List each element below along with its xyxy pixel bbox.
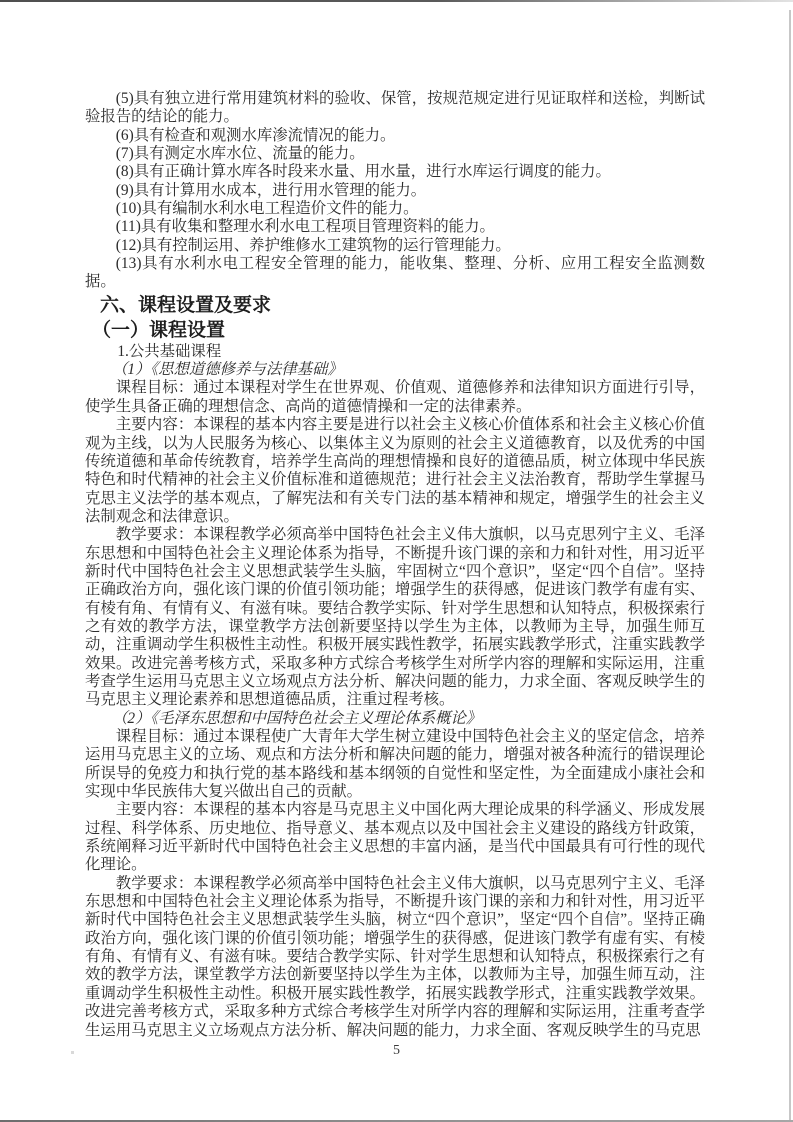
list-item-11: (11)具有收集和整理水利水电工程项目管理资料的能力。: [115, 218, 495, 236]
list-item-7: (7)具有测定水库水位、流量的能力。: [115, 145, 365, 163]
paragraph-main-content-1: 主要内容：本课程的基本内容主要是进行以社会主义核心价值体系和社会主义核心价值观为主线，以为人民服务为核心、以集体主义为原则的社会主义道德教育，以及优秀的中国传统道德和革命传统教育，培养学生高尚的理想情操和良好的道德品质，树立体现中华民族特色和时代精神的社会主义价值标准和道德规范；进行社会主义法治教育，帮助学生掌握马克思主义法学的基本观点，了解宪法和有关专门法的基本精神和规定，增强学生的社会主义法制观念和法律意识。: [85, 416, 705, 525]
list-item-5: (5)具有独立进行常用建筑材料的验收、保管，按规范规定进行见证取样和送检，判断试验报告的结论的能力。: [85, 90, 705, 126]
paragraph-teaching-requirement-2: 教学要求：本课程教学必须高举中国特色社会主义伟大旗帜，以马克思列宁主义、毛泽东思想和中国特色社会主义理论体系为指导，不断提升该门课的亲和力和针对性，用习近平新时代中国特色社会主义思想武装学生头脑，树立“四个意识”，坚定“四个自信”。坚持正确政治方向，强化该门课的价值引领功能；增强学生的获得感，促进该门教学有虚有实、有棱有角、有情有义、有滋有味。要结合教学实际、针对学生思想和认知特点，积极探索行之有效的教学方法，课堂教学方法创新要坚持以学生为主体，以教师为主导，加强生师互动，注重调动学生积极性主动性。积极开展实践性教学，拓展实践教学形式，注重实践教学效果。改进完善考核方式，采取多种方式综合考核学生对所学内容的理解和实际运用，注重考查学生运用马克思主义立场观点方法分析、解决问题的能力，力求全面、客观反映学生的马克思: [85, 874, 705, 1039]
paragraph-main-content-2: 主要内容：本课程的基本内容是马克思主义中国化两大理论成果的科学涵义、形成发展过程、科学体系、历史地位、指导意义、基本观点以及中国社会主义建设的路线方针政策，系统阐释习近平新时代中国特色社会主义思想的丰富内涵，是当代中国最具有可行性的现代化理论。: [85, 801, 705, 874]
scan-right-edge-line: [789, 10, 791, 1120]
subsection-heading-course-setup: （一）课程设置: [92, 319, 226, 341]
list-item-12: (12)具有控制运用、养护维修水工建筑物的运行管理能力。: [115, 236, 511, 254]
scan-top-edge-line: [0, 0, 793, 2]
section-heading-curriculum: 六、课程设置及要求: [100, 294, 272, 316]
list-item-10: (10)具有编制水利水电工程造价文件的能力。: [115, 200, 419, 218]
list-item-6: (6)具有检查和观测水库渗流情况的能力。: [115, 126, 396, 144]
page-number: 5: [393, 1043, 400, 1058]
list-item-9: (9)具有计算用水成本，进行用水管理的能力。: [115, 181, 427, 199]
paragraph-teaching-requirement-1: 教学要求：本课程教学必须高举中国特色社会主义伟大旗帜，以马克思列宁主义、毛泽东思想和中国特色社会主义理论体系为指导，不断提升该门课的亲和力和针对性，用习近平新时代中国特色社会主义思想武装学生头脑，牢固树立“四个意识”，坚定“四个自信”。坚持正确政治方向，强化该门课的价值引领功能；增强学生的获得感，促进该门教学有虚有实、有棱有角、有情有义、有滋有味。要结合教学实际、针对学生思想和认知特点，积极探索行之有效的教学方法，课堂教学方法创新要坚持以学生为主体，以教师为主导，加强生师互动，注重调动学生积极性主动性。积极开展实践性教学，拓展实践教学形式，注重实践教学效果。改进完善考核方式，采取多种方式综合考核学生对所学内容的理解和实际运用，注重考查学生运用马克思主义立场观点方法分析、解决问题的能力，力求全面、客观反映学生的马克思主义理论素养和思想道德品质，注重过程考核。: [85, 526, 705, 709]
course-title-2: （2）《毛泽东思想和中国特色社会主义理论体系概论》: [111, 709, 482, 727]
course-category-public-basic: 1.公共基础课程: [117, 342, 222, 360]
paragraph-course-goal-1: 课程目标：通过本课程对学生在世界观、价值观、道德修养和法律知识方面进行引导，使学生具备正确的理想信念、高尚的道德情操和一定的法律素养。: [85, 379, 705, 415]
paragraph-course-goal-2: 课程目标：通过本课程使广大青年大学生树立建设中国特色社会主义的坚定信念，培养运用马克思主义的立场、观点和方法分析和解决问题的能力，增强对被各种流行的错误理论所误导的免疫力和执行党的基本路线和基本纲领的自觉性和坚定性，为全面建成小康社会和实现中华民族伟大复兴做出自己的贡献。: [85, 728, 705, 801]
list-item-8: (8)具有正确计算水库各时段来水量、用水量，进行水库运行调度的能力。: [115, 163, 611, 181]
course-title-1: （1）《思想道德修养与法律基础》: [111, 361, 343, 379]
document-body: [85, 90, 705, 1040]
list-item-13: (13)具有水利水电工程安全管理的能力，能收集、整理、分析、应用工程安全监测数据。: [85, 255, 705, 291]
